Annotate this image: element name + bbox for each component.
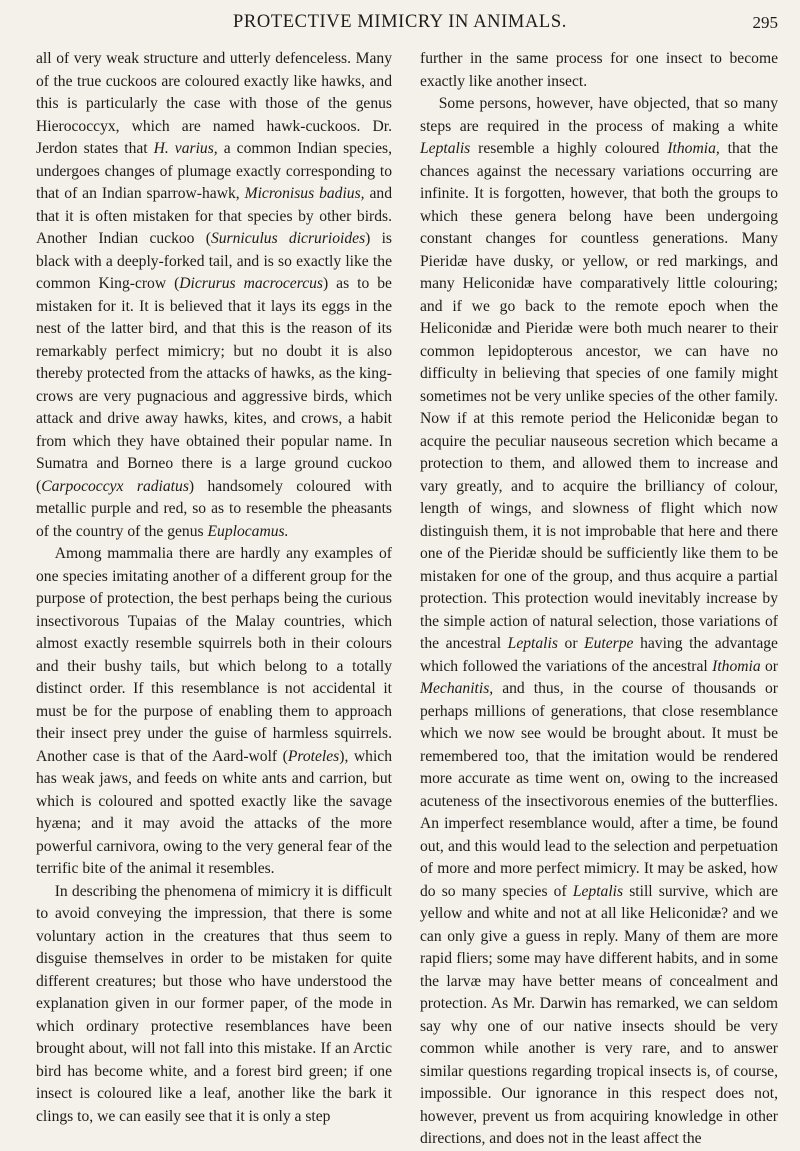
text-run: ) is black with a deeply-forked tail, and is so exactly like the common King-crow ( (36, 230, 392, 292)
text-run: ), which has weak jaws, and feeds on white ants and carrion, but which is coloured and spotted exactly like the savage hyæna; and it may avoid the attacks of the more powerful carnivora, owing to the very general fear of the terrific bite of the animal it resembles. (36, 747, 392, 877)
paragraph (36, 48, 392, 543)
italic-run: Dicrurus macrocercus (179, 275, 323, 292)
italic-run: Proteles (287, 747, 340, 765)
italic-run: Euplocamus. (207, 522, 289, 540)
italic-run: Ithomia, (667, 140, 720, 157)
text-run: Some persons, however, have objected, that so many steps are required in the process of making a white (420, 95, 778, 135)
left-column (36, 48, 392, 1128)
text-run: and that it is often mistaken for that species by other birds. Another Indian cuckoo ( (36, 185, 393, 247)
text-run: and thus, in the course of thousands or perhaps millions of generations, that close resemblance which we now see would be brought about. It must be remembered too, that the imitation would be rendered more accurate as time went on, owing to the increased acuteness of the insectivorous enemies of the butterflies. An imperfect resemblance would, after a time, be found out, and this would lead to the selection and perpetuation of more and more perfect mimicry. It may be asked, how do so many species of (420, 680, 778, 900)
running-title: PROTECTIVE MIMICRY IN ANIMALS. (233, 12, 567, 32)
italic-run: Leptalis (420, 140, 471, 157)
paragraph (420, 93, 778, 1151)
italic-run: Mechanitis, (420, 680, 494, 697)
italic-run: Euterpe (584, 635, 634, 652)
paragraph (36, 543, 392, 881)
text-run: a common Indian species, undergoes changes of plumage exactly corresponding to that of an Indian sparrow-hawk, (36, 140, 392, 202)
text-run: ) handsomely coloured with metallic purple and red, so as to resemble the pheasants of the country of the genus (36, 477, 392, 540)
running-head (0, 12, 800, 38)
page-number: 295 (752, 13, 778, 32)
text-run: or (760, 657, 778, 675)
paragraph (420, 48, 778, 93)
text-run: still survive, which are yellow and white and not at all like Heliconidæ? and we can only give a guess in reply. Many of them are more rapid fliers; some may have different habits, and in some the larvæ may have better means of concealment and protection. As Mr. Darwin has remarked, we can seldom say why one of our native insects should be very common while another is very rare, and to answer similar questions regarding tropical insects is, of course, impossible. Our ignorance in this respect does not, however, prevent us from acquiring knowledge in other directions, and does not in the least affect the (420, 882, 778, 1147)
paragraph (36, 881, 392, 1129)
text-run: Among mammalia there are hardly any examples of one species imitating another of a different group for the purpose of protection, the best perhaps being the curious insectivorous Tupaias of the Malay countries, which almost exactly resemble squirrels both in their colours and their bushy tails, but which belong to a totally distinct order. If this resemblance is not accidental it must be for the purpose of enabling them to approach their insect prey under the guise of harmless squirrels. Another case is that of the Aard-wolf ( (36, 545, 392, 765)
text-run: that the chances against the necessary variations occurring are infinite. It is forgotten, however, that both the groups to which these genera belong have been undergoing constant changes for countless generations. Many Pieridæ have dusky, or yellow, or red markings, and many Heliconidæ have comparatively little colouring; and if we go back to the remote epoch when the Heliconidæ and Pieridæ were both much nearer to their common lepidopterous ancestor, we can have no difficulty in believing that species of one family might sometimes not be very unlike species of the other family. Now if at this remote period the Heliconidæ began to acquire the peculiar nauseous secretion which became a protection to them, and allowed them to increase and vary greatly, and to acquire the brilliancy of colour, length of wings, and slowness of flight which now distinguish them, it is not improbable that here and there one of the Pieridæ should be sufficiently like them to be mistaken for one of the group, and thus acquire a partial protection. This protection would inevitably increase by the simple action of natural selection, those variations of the ancestral (420, 140, 779, 652)
right-column (420, 48, 778, 1151)
text-run: having the advantage which followed the variations of the ancestral (420, 635, 778, 675)
text-run: further in the same process for one insect to become exactly like another insect. (420, 50, 778, 90)
text-run: all of very weak structure and utterly defenceless. Many of the true cuckoos are coloured exactly like hawks, and this is particularly the case with those of the genus Hierococcyx, which are named hawk-cuckoos. Dr. Jerdon states that (36, 50, 392, 157)
italic-run: Micronisus badius, (244, 185, 365, 202)
italic-run: Surniculus dicrurioides (210, 230, 366, 247)
text-run: resemble a highly coloured (470, 140, 668, 157)
text-run: ) as to be mistaken for it. It is believed that it lays its eggs in the nest of the latter bird, and that this is the reason of its remarkably perfect mimicry; but no doubt it is also thereby protected from the attacks of hawks, as the king-crows are very pugnacious and aggressive birds, which attack and drive away hawks, kites, and crows, a habit from which they have obtained their popular name. In Sumatra and Borneo there is a large ground cuckoo ( (36, 275, 392, 495)
text-run: In describing the phenomena of mimicry it is difficult to avoid conveying the impression, that there is some voluntary action in the creatures that thus seem to disguise themselves in order to be mistaken for quite different creatures; but those who have understood the explanation given in our former paper, of the mode in which ordinary protective resemblances have been brought about, will not fall into this mistake. If an Arctic bird has become white, and a forest bird green; if one insect is coloured like a leaf, another like the bark it clings to, we can easily see that it is only a step (36, 882, 392, 1125)
text-run: or (557, 635, 585, 652)
italic-run: Leptalis (507, 635, 558, 652)
italic-run: H. varius, (153, 140, 218, 157)
italic-run: Carpococcyx radiatus (41, 477, 189, 495)
italic-run: Leptalis (572, 882, 624, 900)
italic-run: Ithomia (712, 657, 761, 675)
